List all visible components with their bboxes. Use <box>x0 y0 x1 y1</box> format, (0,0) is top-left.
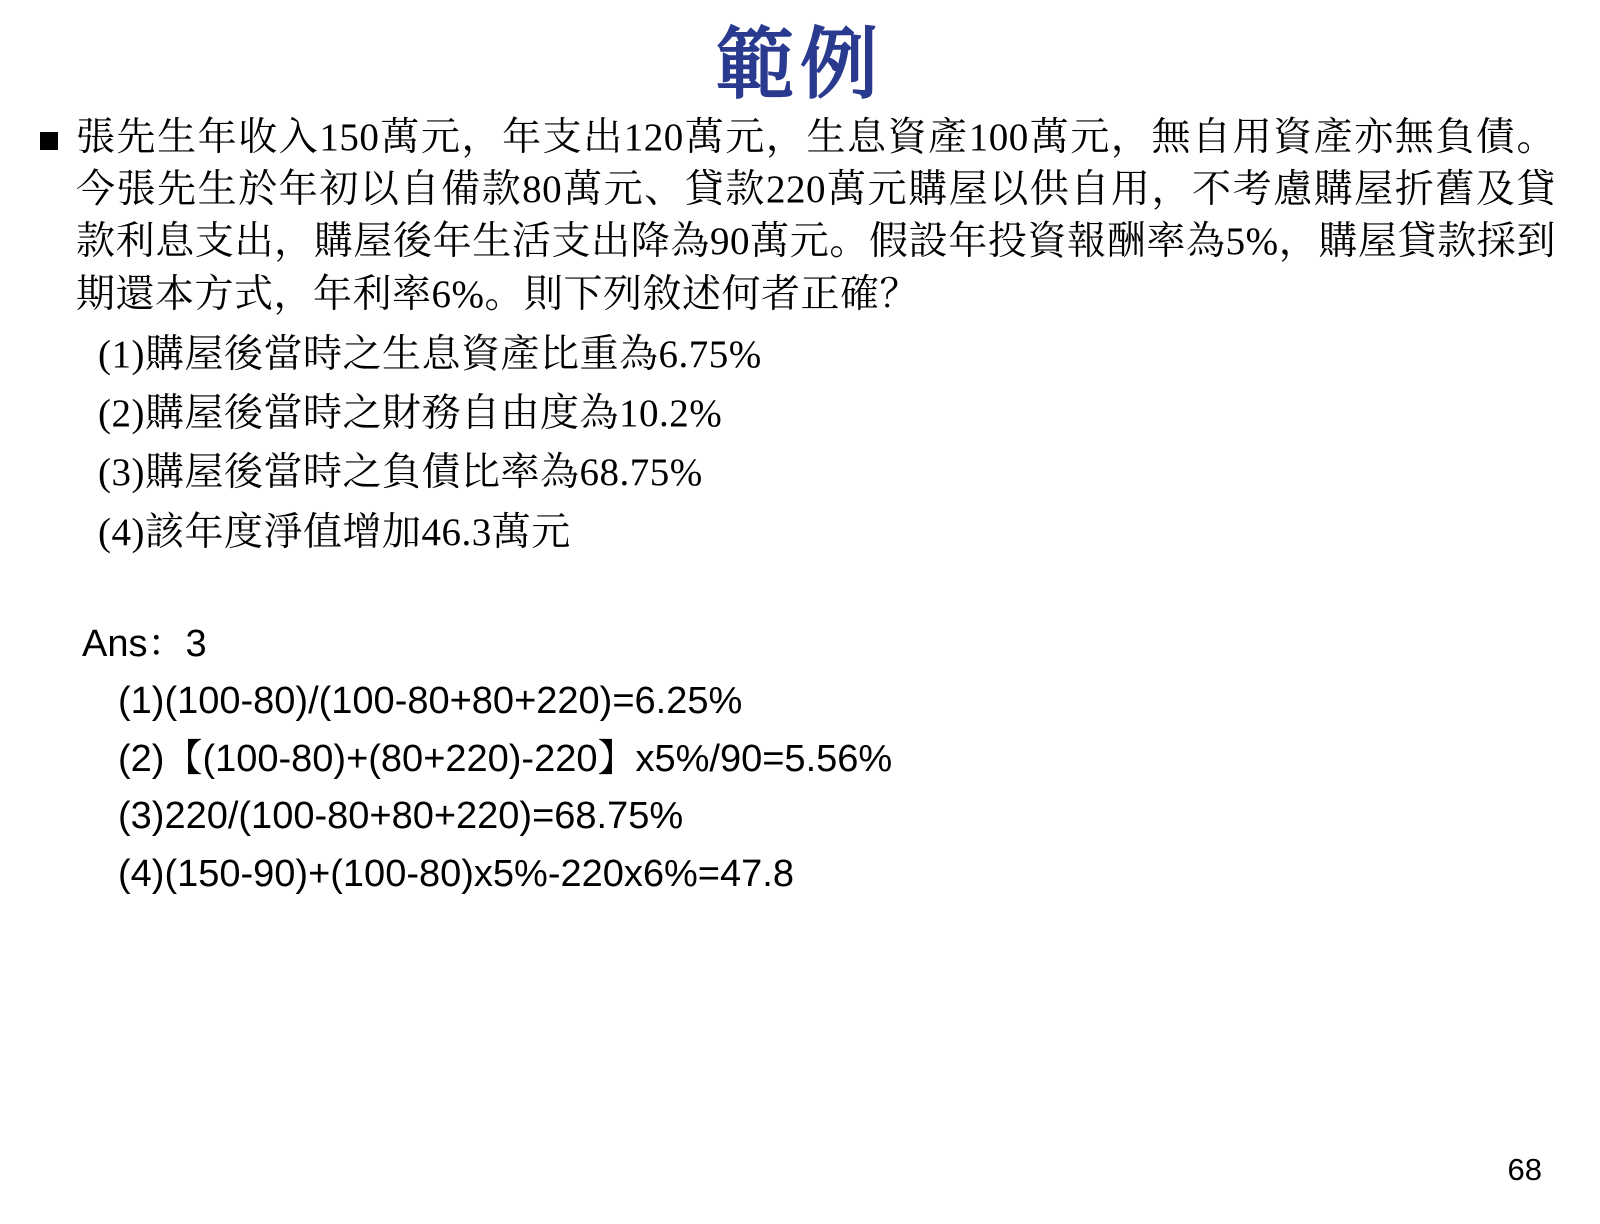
list-item: (4)該年度淨值增加46.3萬元 <box>98 510 571 554</box>
answer-lines <box>118 673 1556 904</box>
list-item: (1)購屋後當時之生息資產比重為6.75% <box>98 332 762 376</box>
page-title: 範例 <box>715 21 884 108</box>
list-item: (4)(150-90)+(100-80)x5%-220x6%=47.8 <box>118 853 794 896</box>
list-item: (3)220/(100-80+80+220)=68.75% <box>118 795 684 838</box>
slide <box>0 21 1600 1224</box>
page-number: 68 <box>1507 1152 1542 1187</box>
question-bullet-row <box>40 112 1556 321</box>
list-item: (3)購屋後當時之負債比率為68.75% <box>98 451 703 495</box>
slide-body <box>0 112 1600 904</box>
answer-block <box>60 616 1556 904</box>
square-bullet-icon <box>40 132 58 150</box>
list-item: (2)購屋後當時之財務自由度為10.2% <box>98 392 723 436</box>
list-item: (1)(100-80)/(100-80+80+220)=6.25% <box>118 679 743 722</box>
answer-label: Ans：3 <box>82 622 207 665</box>
options-list <box>98 325 1556 562</box>
question-text: 張先生年收入150萬元，年支出120萬元，生息資產100萬元，無自用資產亦無負債。今張先生於年初以自備款80萬元、貸款220萬元購屋以供自用，不考慮購屋折舊及貸款利息支出，購屋後年生活支出降為90萬元。假設年投資報酬率為5%，購屋貸款採到期還本方式，年利率6%。則下列敘述何者正確？ <box>76 115 1556 316</box>
list-item: (2)【(100-80)+(80+220)-220】x5%/90=5.56% <box>118 737 893 780</box>
